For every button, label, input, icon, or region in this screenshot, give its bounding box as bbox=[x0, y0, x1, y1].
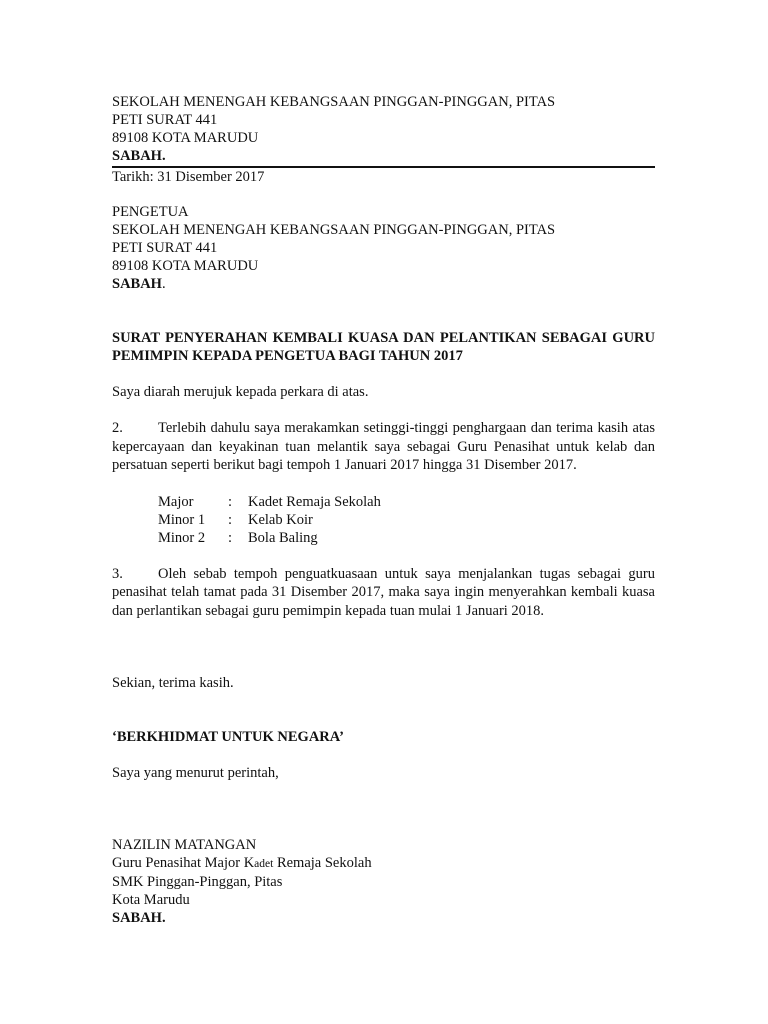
signer-role bbox=[112, 854, 655, 873]
paragraph-2-number: 2. bbox=[112, 420, 123, 436]
letter-page bbox=[112, 93, 655, 927]
signature-block bbox=[112, 836, 655, 927]
paragraph-3-number: 3. bbox=[112, 565, 123, 582]
recipient-state bbox=[112, 275, 655, 293]
signer-role-post: Remaja Sekolah bbox=[273, 855, 372, 871]
signer-role-k: K bbox=[243, 855, 255, 871]
signer-state: SABAH. bbox=[112, 910, 166, 926]
recipient-pobox: PETI SURAT 441 bbox=[112, 240, 218, 256]
signer-role-pre: Guru Penasihat Major bbox=[112, 855, 244, 871]
sender-address bbox=[112, 93, 655, 165]
recipient-state-period: . bbox=[161, 276, 166, 292]
list-value: Kelab Koir bbox=[248, 511, 313, 528]
signer-name: NAZILIN MATANGAN bbox=[112, 837, 257, 853]
appointment-list bbox=[112, 493, 655, 547]
list-key: Minor 1 bbox=[158, 511, 206, 528]
sender-school: SEKOLAH MENENGAH KEBANGSAAN PINGGAN-PINGGAN, PITAS bbox=[112, 94, 556, 110]
recipient-title: PENGETUA bbox=[112, 204, 189, 220]
list-value: Bola Baling bbox=[248, 529, 318, 546]
motto: ‘BERKHIDMAT UNTUK NEGARA’ bbox=[112, 729, 345, 745]
sender-state: SABAH. bbox=[112, 148, 166, 164]
paragraph-2-text: Terlebih dahulu saya merakamkan setinggi-tinggi penghargaan dan terima kasih atas kepercayaan dan keyakinan tuan melantik saya sebagai Guru Penasihat untuk kelab dan persatuan seperti berikut bagi tempoh 1 Januari 2017 hingga 31 Disember 2017. bbox=[112, 420, 655, 473]
signer-school: SMK Pinggan-Pinggan, Pitas bbox=[112, 874, 283, 890]
letter-subject: SURAT PENYERAHAN KEMBALI KUASA DAN PELANTIKAN SEBAGAI GURU PEMIMPIN KEPADA PENGETUA BAGI TAHUN 2017 bbox=[112, 330, 655, 364]
recipient-state-name: SABAH bbox=[112, 276, 162, 292]
recipient-address bbox=[112, 203, 655, 293]
list-sep: : bbox=[228, 493, 233, 510]
yours-faithfully: Saya yang menurut perintah, bbox=[112, 765, 279, 781]
sender-pobox: PETI SURAT 441 bbox=[112, 112, 218, 128]
closing-line: Sekian, terima kasih. bbox=[112, 675, 234, 691]
list-sep: : bbox=[228, 511, 233, 528]
list-value: Kadet Remaja Sekolah bbox=[248, 493, 381, 510]
paragraph-3 bbox=[112, 565, 655, 621]
letter-date: Tarikh: 31 Disember 2017 bbox=[112, 169, 265, 185]
recipient-postcode-city: 89108 KOTA MARUDU bbox=[112, 258, 259, 274]
recipient-school: SEKOLAH MENENGAH KEBANGSAAN PINGGAN-PINGGAN, PITAS bbox=[112, 222, 556, 238]
opening-line: Saya diarah merujuk kepada perkara di atas. bbox=[112, 384, 369, 400]
list-item bbox=[112, 529, 655, 547]
list-item bbox=[112, 493, 655, 511]
list-key: Major bbox=[158, 493, 194, 510]
list-sep: : bbox=[228, 529, 233, 546]
signer-city: Kota Marudu bbox=[112, 892, 190, 908]
list-key: Minor 2 bbox=[158, 529, 206, 546]
sender-postcode-city: 89108 KOTA MARUDU bbox=[112, 130, 259, 146]
list-item bbox=[112, 511, 655, 529]
paragraph-3-text: Oleh sebab tempoh penguatkuasaan untuk saya menjalankan tugas sebagai guru penasihat telah tamat pada 31 Disember 2017, maka saya ingin menyerahkan kembali kuasa dan perlantikan sebagai guru pemimpin kepada tuan mulai 1 Januari 2018. bbox=[112, 565, 655, 619]
signer-role-small: adet bbox=[254, 858, 274, 870]
paragraph-2 bbox=[112, 419, 655, 475]
